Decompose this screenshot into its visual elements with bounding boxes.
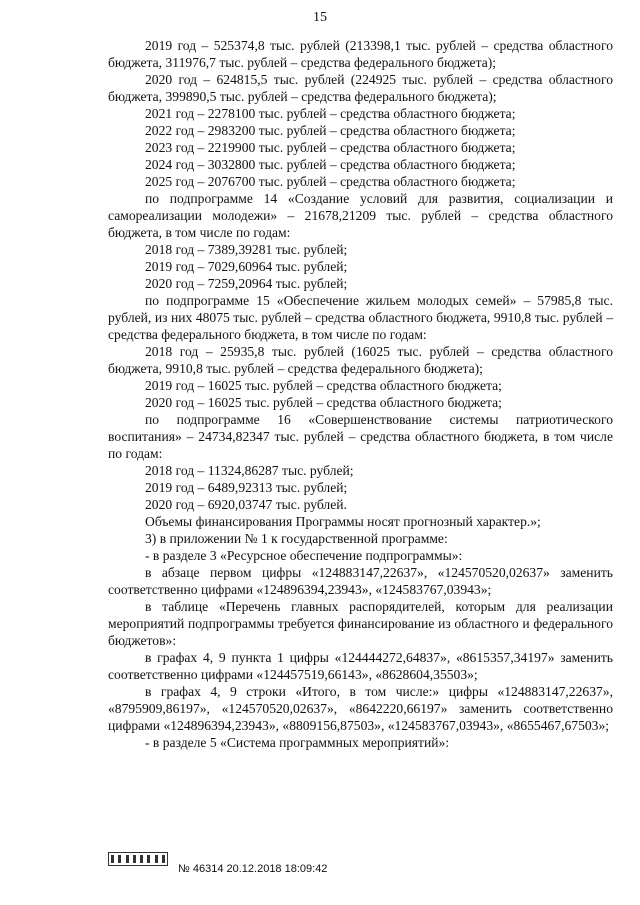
- document-body: [108, 37, 613, 751]
- paragraph: 2023 год – 2219900 тыс. рублей – средства областного бюджета;: [145, 140, 516, 155]
- paragraph: 2020 год – 624815,5 тыс. рублей (224925 тыс. рублей – средства областного бюджета, 399890,5 тыс. рублей – средства федерального бюджета);: [108, 72, 613, 104]
- paragraph: в графах 4, 9 строки «Итого, в том числе:» цифры «124883147,22637», «8795909,86197», «124570520,02637», «8642220,66197» заменить соответственно цифрами «124896394,23943», «8809156,87503», «124583767,03943», «8655467,67503»;: [108, 684, 613, 733]
- paragraph: по подпрограмме 15 «Обеспечение жильем молодых семей» – 57985,8 тыс. рублей, из них 48075 тыс. рублей – средства областного бюджета, 9910,8 тыс. рублей – средства федерального бюджета, в том числе по годам:: [108, 293, 613, 342]
- paragraph: 2019 год – 16025 тыс. рублей – средства областного бюджета;: [145, 378, 502, 393]
- paragraph: 2020 год – 7259,20964 тыс. рублей;: [145, 276, 348, 291]
- paragraph: 3) в приложении № 1 к государственной программе:: [145, 531, 448, 546]
- paragraph: в таблице «Перечень главных распорядителей, которым для реализации мероприятий подпрограммы требуется финансирование из областного и федерального бюджетов»:: [108, 599, 613, 648]
- paragraph: 2019 год – 7029,60964 тыс. рублей;: [145, 259, 348, 274]
- paragraph: 2018 год – 11324,86287 тыс. рублей;: [145, 463, 354, 478]
- registry-stamp: [108, 852, 168, 866]
- paragraph: 2020 год – 6920,03747 тыс. рублей.: [145, 497, 347, 512]
- paragraph: 2022 год – 2983200 тыс. рублей – средства областного бюджета;: [145, 123, 516, 138]
- paragraph: в графах 4, 9 пункта 1 цифры «124444272,64837», «8615357,34197» заменить соответственно цифрами «124457519,66143», «8628604,35503»;: [108, 650, 613, 682]
- paragraph: 2020 год – 16025 тыс. рублей – средства областного бюджета;: [145, 395, 502, 410]
- paragraph: 2021 год – 2278100 тыс. рублей – средства областного бюджета;: [145, 106, 516, 121]
- paragraph: 2019 год – 6489,92313 тыс. рублей;: [145, 480, 348, 495]
- paragraph: 2018 год – 7389,39281 тыс. рублей;: [145, 242, 348, 257]
- document-footer: № 46314 20.12.2018 18:09:42: [178, 863, 328, 875]
- paragraph: по подпрограмме 14 «Создание условий для развития, социализации и самореализации молодежи» – 21678,21209 тыс. рублей – средства областного бюджета, в том числе по годам:: [108, 191, 613, 240]
- paragraph: 2024 год – 3032800 тыс. рублей – средства областного бюджета;: [145, 157, 516, 172]
- paragraph: по подпрограмме 16 «Совершенствование системы патриотического воспитания» – 24734,82347 тыс. рублей – средства областного бюджета, в том числе по годам:: [108, 412, 613, 461]
- page-number: 15: [313, 10, 327, 25]
- paragraph: 2019 год – 525374,8 тыс. рублей (213398,1 тыс. рублей – средства областного бюджета, 311976,7 тыс. рублей – средства федерального бюджета);: [108, 38, 613, 70]
- paragraph: 2018 год – 25935,8 тыс. рублей (16025 тыс. рублей – средства областного бюджета, 9910,8 тыс. рублей – средства федерального бюджета);: [108, 344, 613, 376]
- paragraph: Объемы финансирования Программы носят прогнозный характер.»;: [145, 514, 541, 529]
- paragraph: - в разделе 5 «Система программных мероприятий»:: [145, 735, 450, 750]
- paragraph: 2025 год – 2076700 тыс. рублей – средства областного бюджета;: [145, 174, 516, 189]
- paragraph: - в разделе 3 «Ресурсное обеспечение подпрограммы»:: [145, 548, 463, 563]
- paragraph: в абзаце первом цифры «124883147,22637», «124570520,02637» заменить соответственно цифрами «124896394,23943», «124583767,03943»;: [108, 565, 613, 597]
